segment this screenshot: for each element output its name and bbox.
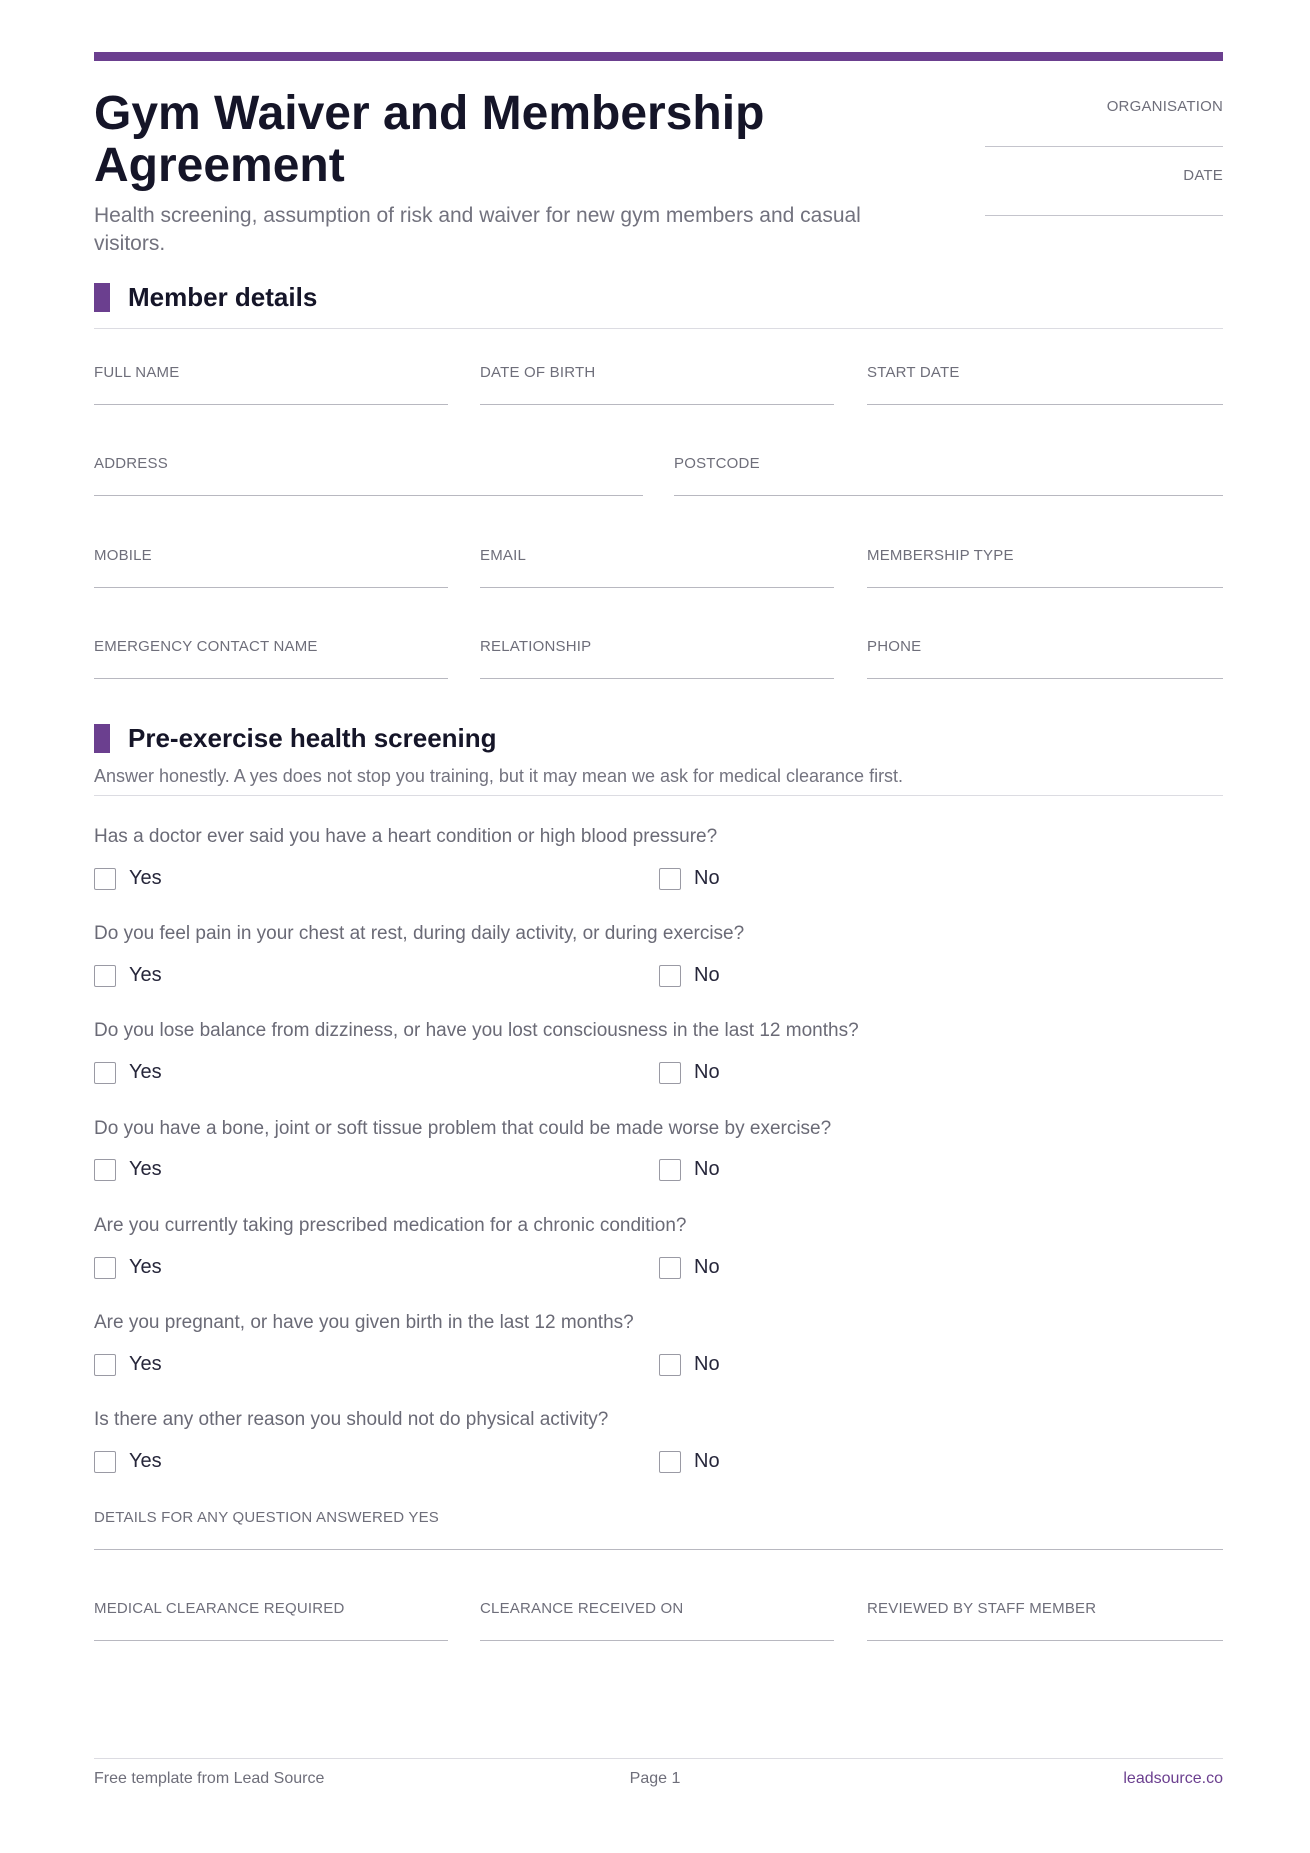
field-label: EMAIL — [480, 547, 527, 564]
field-label: FULL NAME — [94, 364, 180, 381]
question-2-yes[interactable] — [94, 964, 162, 987]
checkbox[interactable] — [659, 1354, 681, 1376]
postcode-field[interactable] — [674, 455, 1223, 472]
section-marker — [94, 283, 110, 312]
field-label: CLEARANCE RECEIVED ON — [480, 1600, 684, 1617]
field-label: ADDRESS — [94, 455, 168, 472]
checkbox[interactable] — [94, 1257, 116, 1279]
question-3-no[interactable] — [659, 1061, 720, 1084]
field-line — [94, 404, 448, 405]
option-label: No — [694, 867, 720, 889]
section-title: Pre-exercise health screening — [128, 723, 497, 753]
mobile-field[interactable] — [94, 547, 448, 564]
field-label: DATE OF BIRTH — [480, 364, 596, 381]
field-line — [674, 495, 1223, 496]
start-date-field[interactable] — [867, 364, 1223, 381]
checkbox[interactable] — [659, 965, 681, 987]
field-label: MEDICAL CLEARANCE REQUIRED — [94, 1600, 345, 1617]
top-accent-bar — [94, 52, 1223, 61]
field-line — [867, 404, 1223, 405]
footer-credit: Free template from Lead Source — [94, 1770, 325, 1787]
clearance-received-on-field[interactable] — [480, 1600, 834, 1617]
relationship-field[interactable] — [480, 638, 834, 655]
medical-clearance-required-field[interactable] — [94, 1600, 448, 1617]
full-name-field[interactable] — [94, 364, 448, 381]
reviewed-by-staff-field[interactable] — [867, 1600, 1223, 1617]
question-7-no[interactable] — [659, 1450, 720, 1473]
option-label: No — [694, 1158, 720, 1180]
email-field[interactable] — [480, 547, 834, 564]
question-pregnancy: Are you pregnant, or have you given birth in the last 12 months? — [94, 1312, 634, 1333]
option-label: No — [694, 964, 720, 986]
question-1-yes[interactable] — [94, 867, 162, 890]
question-6-yes[interactable] — [94, 1353, 162, 1376]
field-line — [94, 587, 448, 588]
emergency-contact-name-field[interactable] — [94, 638, 448, 655]
option-label: Yes — [129, 1061, 162, 1083]
field-line — [867, 678, 1223, 679]
checkbox[interactable] — [659, 868, 681, 890]
option-label: No — [694, 1061, 720, 1083]
field-label: DETAILS FOR ANY QUESTION ANSWERED YES — [94, 1509, 439, 1526]
question-3-yes[interactable] — [94, 1061, 162, 1084]
field-label: PHONE — [867, 638, 922, 655]
screening-intro: Answer honestly. A yes does not stop you training, but it may mean we ask for medical clearance first. — [94, 766, 904, 786]
checkbox[interactable] — [94, 1451, 116, 1473]
field-line — [94, 495, 643, 496]
field-label: MEMBERSHIP TYPE — [867, 547, 1014, 564]
footer-link[interactable]: leadsource.co — [1123, 1770, 1223, 1787]
membership-type-field[interactable] — [867, 547, 1223, 564]
field-label: MOBILE — [94, 547, 152, 564]
field-label: EMERGENCY CONTACT NAME — [94, 638, 318, 655]
option-label: Yes — [129, 1450, 162, 1472]
field-line — [480, 587, 834, 588]
field-label: POSTCODE — [674, 455, 760, 472]
date-of-birth-field[interactable] — [480, 364, 834, 381]
date-label: DATE — [1183, 167, 1223, 184]
field-label: RELATIONSHIP — [480, 638, 592, 655]
option-label: Yes — [129, 1158, 162, 1180]
option-label: Yes — [129, 1256, 162, 1278]
question-4-no[interactable] — [659, 1158, 720, 1181]
option-label: No — [694, 1450, 720, 1472]
checkbox[interactable] — [94, 965, 116, 987]
field-label: REVIEWED BY STAFF MEMBER — [867, 1600, 1097, 1617]
question-6-no[interactable] — [659, 1353, 720, 1376]
document-title: Gym Waiver and Membership Agreement — [94, 87, 765, 192]
yes-details-field[interactable] — [94, 1509, 1223, 1526]
field-line — [480, 678, 834, 679]
section-divider — [94, 795, 1223, 796]
field-label: START DATE — [867, 364, 960, 381]
question-1-no[interactable] — [659, 867, 720, 890]
field-line — [480, 404, 834, 405]
question-5-no[interactable] — [659, 1256, 720, 1279]
option-label: Yes — [129, 964, 162, 986]
phone-field[interactable] — [867, 638, 1223, 655]
document-subtitle: Health screening, assumption of risk and waiver for new gym members and casual visitors. — [94, 204, 861, 255]
checkbox[interactable] — [94, 1062, 116, 1084]
question-other-reason: Is there any other reason you should not do physical activity? — [94, 1409, 609, 1430]
organisation-field[interactable] — [985, 146, 1223, 147]
checkbox[interactable] — [94, 868, 116, 890]
section-title: Member details — [128, 282, 318, 312]
date-field[interactable] — [985, 215, 1223, 216]
question-7-yes[interactable] — [94, 1450, 162, 1473]
option-label: No — [694, 1353, 720, 1375]
page-number: Page 1 — [629, 1770, 681, 1787]
field-line — [867, 587, 1223, 588]
field-line — [94, 678, 448, 679]
checkbox[interactable] — [659, 1062, 681, 1084]
field-line — [867, 1640, 1223, 1641]
checkbox[interactable] — [659, 1257, 681, 1279]
section-marker — [94, 724, 110, 753]
question-4-yes[interactable] — [94, 1158, 162, 1181]
field-line — [94, 1640, 448, 1641]
address-field[interactable] — [94, 455, 643, 472]
checkbox[interactable] — [94, 1159, 116, 1181]
question-chest-pain: Do you feel pain in your chest at rest, during daily activity, or during exercise? — [94, 923, 745, 944]
question-medication: Are you currently taking prescribed medication for a chronic condition? — [94, 1215, 687, 1236]
field-line — [480, 1640, 834, 1641]
checkbox[interactable] — [659, 1159, 681, 1181]
question-bone-joint: Do you have a bone, joint or soft tissue problem that could be made worse by exercise? — [94, 1118, 832, 1139]
option-label: Yes — [129, 1353, 162, 1375]
option-label: No — [694, 1256, 720, 1278]
field-line — [94, 1549, 1223, 1550]
checkbox[interactable] — [659, 1451, 681, 1473]
question-heart-condition: Has a doctor ever said you have a heart condition or high blood pressure? — [94, 826, 718, 847]
question-dizziness: Do you lose balance from dizziness, or have you lost consciousness in the last 12 months? — [94, 1020, 859, 1041]
footer-divider — [94, 1758, 1223, 1759]
option-label: Yes — [129, 867, 162, 889]
section-divider — [94, 328, 1223, 329]
question-2-no[interactable] — [659, 964, 720, 987]
organisation-label: ORGANISATION — [1106, 98, 1223, 115]
question-5-yes[interactable] — [94, 1256, 162, 1279]
checkbox[interactable] — [94, 1354, 116, 1376]
